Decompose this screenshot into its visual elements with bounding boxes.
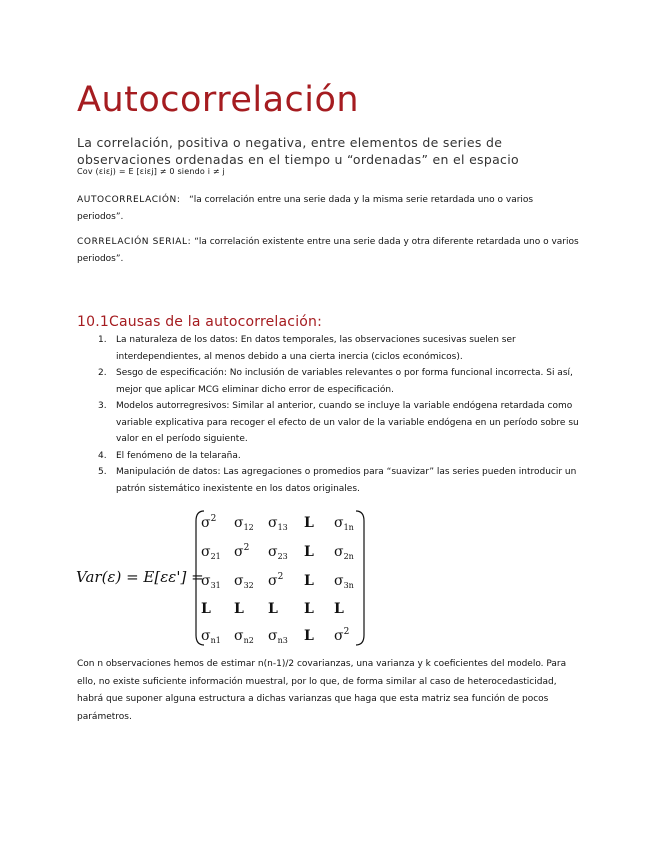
matrix-cell: L: [201, 601, 211, 617]
right-bracket: [356, 511, 364, 645]
list-item: [77, 332, 582, 365]
list-item: [77, 365, 582, 398]
matrix-cell: L: [304, 573, 314, 589]
section-heading: 10.1Causas de la autocorrelación:: [77, 314, 323, 330]
matrix-cell: $\sigma_{1n}$: [334, 515, 354, 532]
definition-text: “la correlación existente entre una serie dada y otra diferente retardada uno o varios periodos”.: [77, 237, 579, 264]
matrix-cell: L: [268, 601, 278, 617]
item-text: Modelos autorregresivos: Similar al anterior, cuando se incluye la variable endógena retardada como variable explicativa para recoger el efecto de un valor de la variable endógena en un período sobre su valor en el período siguiente.: [116, 401, 579, 444]
matrix-cell: L: [234, 601, 244, 617]
item-text: El fenómeno de la telaraña.: [116, 450, 241, 461]
definition-autocorrelation: [77, 192, 582, 226]
formula-lhs: Var(ε) = E[εε'] =: [76, 568, 204, 586]
matrix-cell: $\sigma_{13}$: [268, 515, 288, 532]
list-item: [77, 398, 582, 448]
subtitle: La correlación, positiva o negativa, entre elementos de series de observaciones ordenadas en el tiempo u “ordenadas” en el espacio: [77, 135, 519, 167]
list-item: [77, 448, 582, 465]
matrix-cell: $\sigma_{3n}$: [334, 573, 354, 590]
matrix-cell: $\sigma_{31}$: [201, 573, 221, 590]
item-text: Manipulación de datos: Las agregaciones o promedios para “suavizar” las series pueden introducir un patrón sistemático inexistente en los datos originales.: [116, 467, 577, 494]
closing-paragraph: Con n observaciones hemos de estimar n(n-1)/2 covarianzas, una varianza y k coeficientes del modelo. Para ello, no existe suficiente información muestral, por lo que, de forma similar al caso de heterocedasticidad, habrá que suponer alguna estructura a dichas varianzas que haga que esta matriz sea función de pocos parámetros.: [77, 659, 567, 722]
matrix-cell: $\sigma_{21}$: [201, 544, 221, 561]
definition-serial-correlation: [77, 234, 582, 268]
list-item: [77, 464, 582, 497]
matrix-cell: $\sigma^2$: [234, 543, 250, 560]
matrix-cell: $\sigma_{n3}$: [268, 628, 288, 645]
matrix-cell: L: [304, 601, 314, 617]
item-text: Sesgo de especificación: No inclusión de variables relevantes o por forma funcional incorrecta. Si así, mejor que aplicar MCG eliminar dicho error de especificación.: [116, 368, 573, 395]
matrix-cells: [201, 514, 354, 645]
matrix-cell: $\sigma_{32}$: [234, 573, 254, 590]
matrix-cell: L: [304, 628, 314, 644]
matrix-cell: $\sigma_{n1}$: [201, 628, 221, 645]
matrix-cell: $\sigma^2$: [201, 514, 217, 531]
variance-matrix-formula: [76, 505, 376, 650]
definition-text: “la correlación entre una serie dada y la misma serie retardada uno o varios periodos”.: [77, 195, 534, 222]
item-text: La naturaleza de los datos: En datos temporales, las observaciones sucesivas suelen ser interdependientes, al menos debido a una cierta inercia (ciclos económicos).: [116, 335, 516, 362]
matrix-cell: L: [304, 544, 314, 560]
matrix-cell: $\sigma_{23}$: [268, 544, 288, 561]
item-number: 1.: [98, 335, 107, 345]
matrix-cell: L: [304, 515, 314, 531]
item-number: 3.: [98, 401, 107, 411]
definition-term: CORRELACIÓN SERIAL:: [77, 237, 192, 247]
matrix-cell: $\sigma_{12}$: [234, 515, 254, 532]
matrix-cell: $\sigma_{n2}$: [234, 628, 254, 645]
covariance-note: Cov (εiεj) = E [εiεj] ≠ 0 siendo i ≠ j: [77, 167, 225, 176]
matrix-cell: $\sigma^2$: [268, 572, 284, 589]
document-title: Autocorrelación: [77, 80, 360, 120]
item-number: 5.: [98, 467, 107, 477]
item-number: 4.: [98, 450, 107, 461]
item-number: 2.: [98, 368, 107, 378]
matrix-cell: $\sigma_{2n}$: [334, 544, 354, 561]
matrix-cell: $\sigma^2$: [334, 627, 350, 644]
matrix-cell: L: [334, 601, 344, 617]
causes-list: [77, 332, 582, 497]
definition-term: AUTOCORRELACIÓN:: [77, 195, 181, 205]
